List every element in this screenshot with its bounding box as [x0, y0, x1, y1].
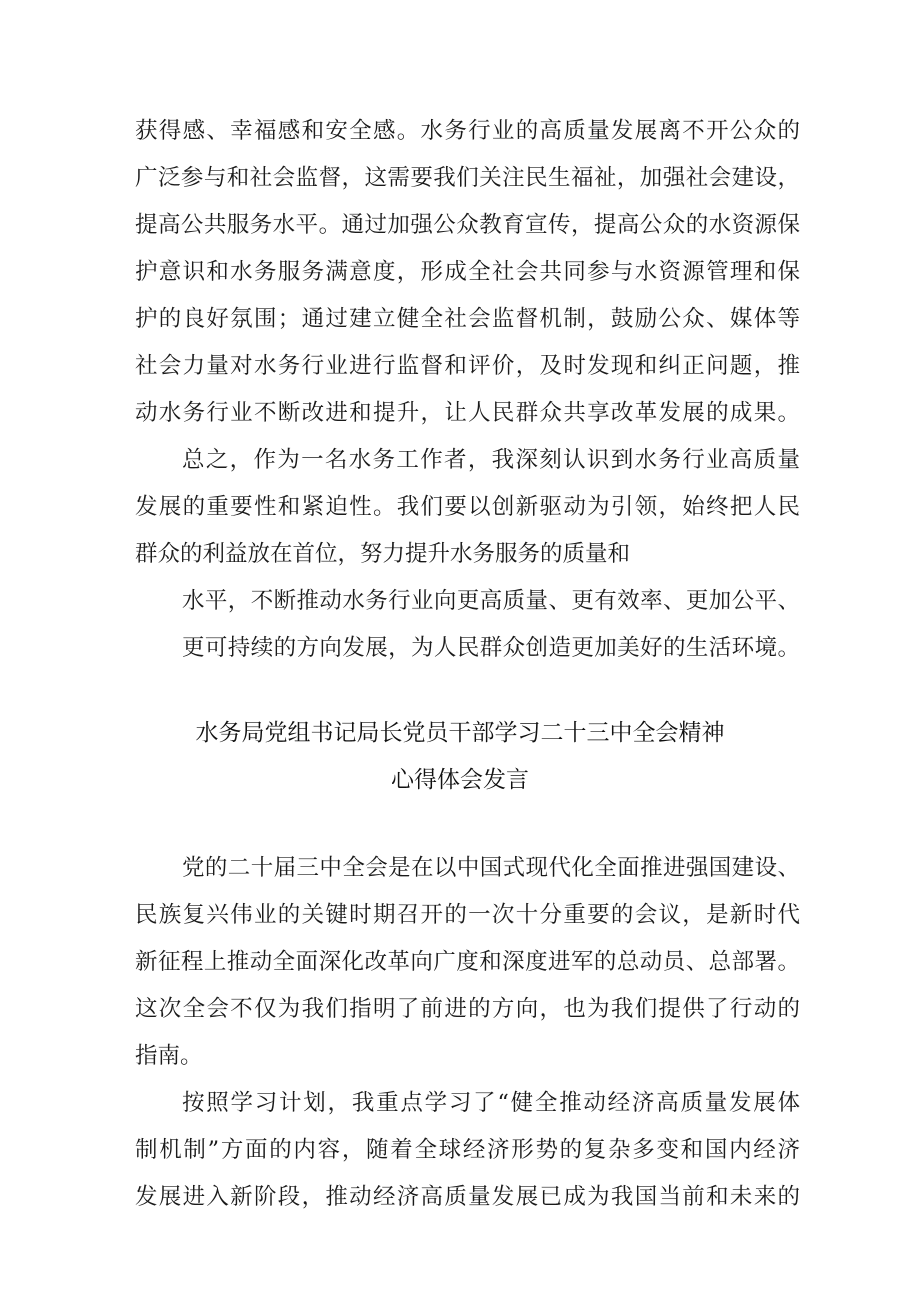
paragraph-line: 发展进入新阶段，推动经济高质量发展已成为我国当前和未来的 — [135, 1184, 800, 1210]
paragraph-line: 民族复兴伟业的关键时期召开的一次十分重要的会议，是新时代 — [135, 902, 800, 928]
paragraph-line: 群众的利益放在首位，努力提升水务服务的质量和 — [135, 541, 631, 567]
paragraph-line: 发展的重要性和紧迫性。我们要以创新驱动为引领，始终把人民 — [135, 494, 800, 520]
paragraph-line: 护意识和水务服务满意度，形成全社会共同参与水资源管理和保 — [135, 259, 800, 285]
paragraph-line: 这次全会不仅为我们指明了前进的方向，也为我们提供了行动的 — [135, 996, 800, 1022]
paragraph-line: 社会力量对水务行业进行监督和评价，及时发现和纠正问题，推 — [135, 353, 800, 379]
paragraph-line: 按照学习计划，我重点学习了“健全推动经济高质量发展体 — [182, 1090, 800, 1116]
paragraph-line: 总之，作为一名水务工作者，我深刻认识到水务行业高质量 — [182, 447, 800, 473]
paragraph-line: 制机制”方面的内容，随着全球经济形势的复杂多变和国内经济 — [135, 1137, 800, 1163]
paragraph-line: 新征程上推动全面深化改革向广度和深度进军的总动员、总部署。 — [135, 949, 800, 975]
paragraph-line: 广泛参与和社会监督，这需要我们关注民生福祉，加强社会建设， — [135, 165, 800, 191]
paragraph-line: 获得感、幸福感和安全感。水务行业的高质量发展离不开公众的 — [135, 118, 800, 144]
paragraph-line: 护的良好氛围；通过建立健全社会监督机制，鼓励公众、媒体等 — [135, 306, 800, 332]
paragraph-line: 党的二十届三中全会是在以中国式现代化全面推进强国建设、 — [182, 855, 800, 881]
paragraph-line: 水平，不断推动水务行业向更高质量、更有效率、更加公平、 — [182, 588, 800, 614]
paragraph-line: 提高公共服务水平。通过加强公众教育宣传，提高公众的水资源保 — [135, 212, 800, 238]
paragraph-line: 动水务行业不断改进和提升，让人民群众共享改革发展的成果。 — [135, 400, 800, 426]
paragraph-line: 指南。 — [135, 1043, 203, 1069]
article-title: 水务局党组书记局长党员干部学习二十三中全会精神 — [195, 720, 725, 746]
paragraph-line: 更可持续的方向发展，为人民群众创造更加美好的生活环境。 — [182, 635, 800, 661]
article-title-line2: 心得体会发言 — [391, 767, 529, 793]
